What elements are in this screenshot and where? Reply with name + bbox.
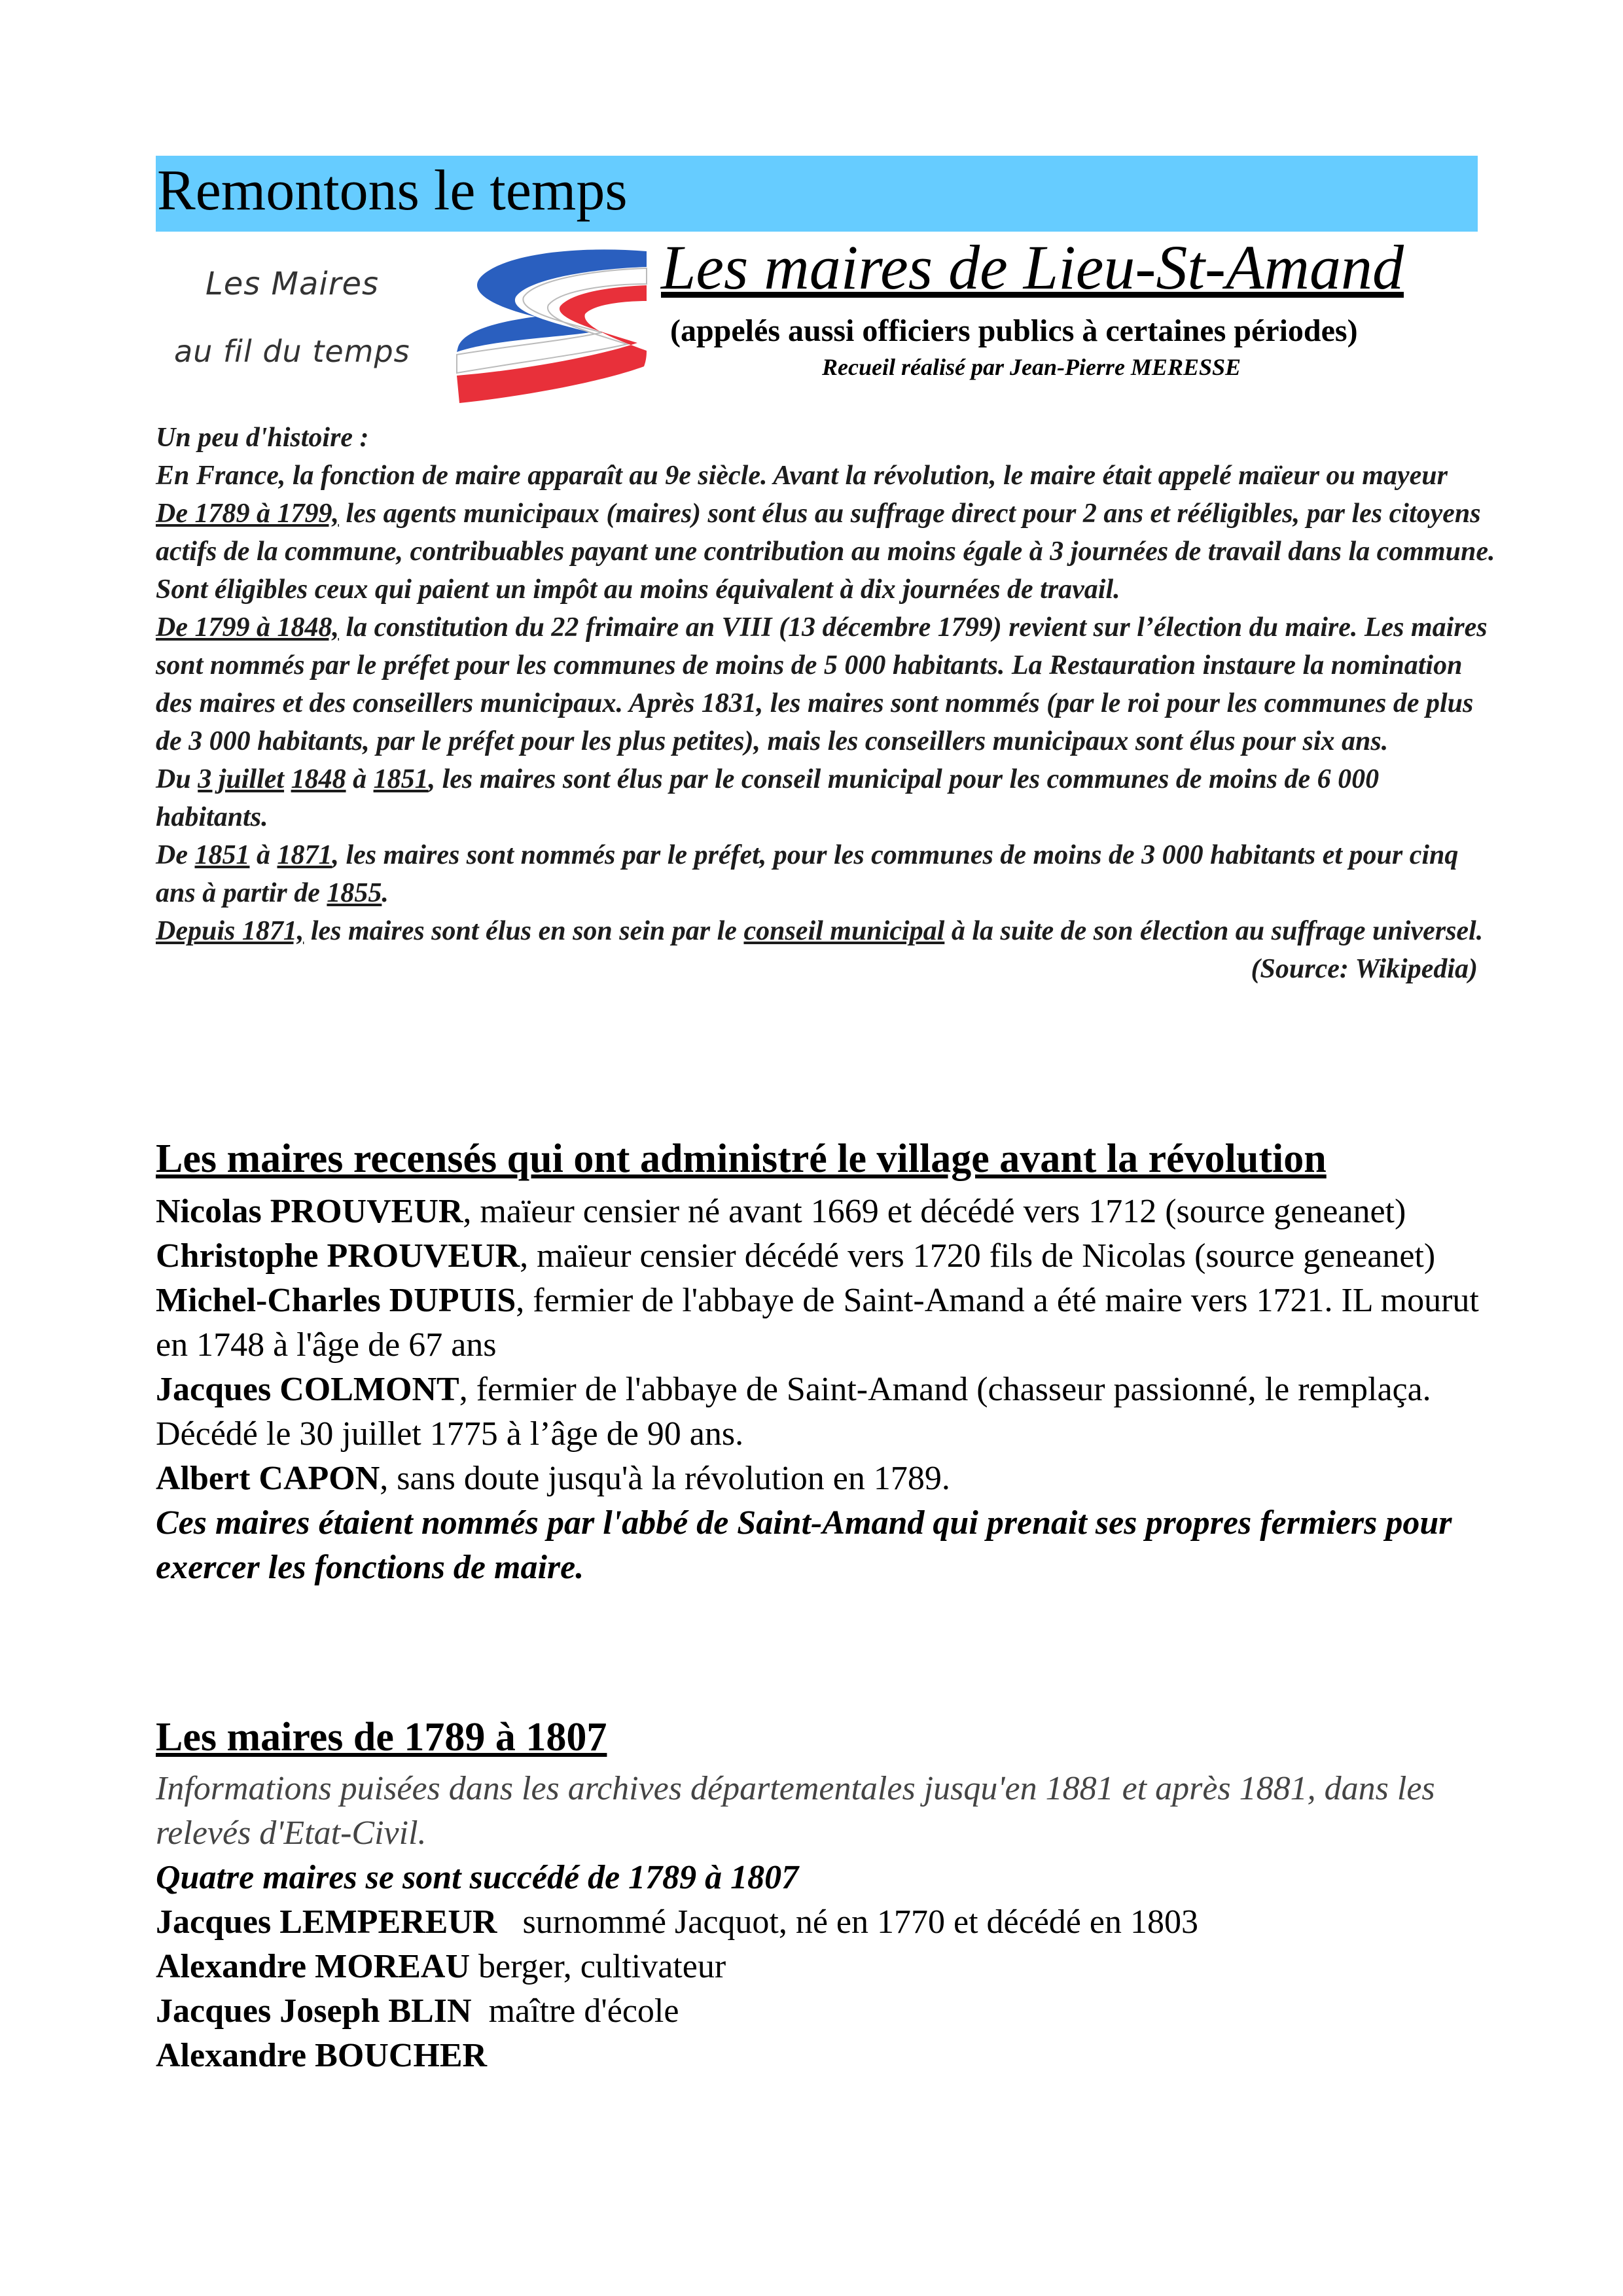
mayor-entry: Jacques LEMPEREUR surnommé Jacquot, né en 1770 et décédé en 1803 [156,1903,1198,1941]
history-paragraph: De 1799 à 1848, la constitution du 22 frimaire an VIII (13 décembre 1799) revient sur l’élection du maire. Les maires sont nommés par le préfet pour les communes de moins de 5 000 habitants. La Restauration instaure la nomination des maires et des conseillers municipaux. Après 1831, les maires sont nommés (par le roi pour les communes de plus de 3 000 habitants, par le préfet pour les plus petites), mais les conseillers municipaux sont élus pour six ans. [156,612,1488,756]
mayor-entry: Jacques Joseph BLIN maître d'école [156,1992,679,2030]
mayor-name: Jacques Joseph BLIN [156,1992,472,2030]
mayor-name: Jacques LEMPEREUR [156,1903,497,1941]
mayor-name: Jacques COLMONT [156,1371,459,1408]
mayor-entry: Christophe PROUVEUR, maïeur censier décédé vers 1720 fils de Nicolas (source geneanet) [156,1237,1436,1275]
closing-note: Ces maires étaient nommés par l'abbé de Saint-Amand qui prenait ses propres fermiers pour exercer les fonctions de maire. [156,1504,1452,1586]
history-paragraph: Du 3 juillet 1848 à 1851, les maires sont élus par le conseil municipal pour les communes de moins de 6 000 habitants. [156,764,1380,832]
logo-line-1: Les Maires [205,266,379,302]
source-note: (Source: Wikipedia) [1251,954,1478,984]
logo-text [168,256,436,387]
mayor-entry: Jacques COLMONT, fermier de l'abbaye de Saint-Amand (chasseur passionné, le remplaça. Décédé le 30 juillet 1775 à l’âge de 90 ans. [156,1371,1431,1453]
conseil-municipal-link[interactable]: conseil municipal [743,916,945,946]
mayor-entry: Michel-Charles DUPUIS, fermier de l'abbaye de Saint-Amand a été maire vers 1721. IL mourut en 1748 à l'âge de 67 ans [156,1282,1479,1364]
history-paragraph: De 1851 à 1871, les maires sont nommés par le préfet, pour les communes de moins de 3 000 habitants et pour cinq ans à partir de 1855. [156,840,1459,908]
period-label: De 1789 à 1799, [156,499,339,529]
mayor-entry: Alexandre MOREAU berger, cultivateur [156,1948,726,1985]
year-link[interactable]: 1851 [373,764,429,794]
history-intro: En France, la fonction de maire apparaît au 9e siècle. Avant la révolution, le maire était appelé maïeur ou mayeur [156,461,1448,491]
history-section [156,419,1497,988]
succession-note: Quatre maires se sont succédé de 1789 à 1807 [156,1859,799,1896]
year-link[interactable]: 1848 [291,764,346,794]
period-1789-1807-heading: Les maires de 1789 à 1807 [156,1715,607,1759]
history-paragraph: De 1789 à 1799, les agents municipaux (maires) sont élus au suffrage direct pour 2 ans et rééligibles, par les citoyens actifs de la commune, contribuables payant une contribution au moins égale à 3 journées de travail dans la commune. Sont éligibles ceux qui paient un impôt au moins équivalent à dix journées de travail. [156,499,1495,605]
logo-line-2: au fil du temps [174,334,410,369]
mayor-entry: Nicolas PROUVEUR, maïeur censier né avant 1669 et décédé vers 1712 (source geneanet) [156,1193,1406,1230]
archives-note: Informations puisées dans les archives départementales jusqu'en 1881 et après 1881, dans les relevés d'Etat-Civil. [156,1770,1435,1852]
mayor-name: Alexandre BOUCHER [156,2037,488,2074]
year-link[interactable]: 1855 [327,878,382,908]
mayor-name: Nicolas PROUVEUR [156,1193,463,1230]
page-title: Les maires de Lieu-St-Amand [661,232,1404,302]
period-1789-1807-list [156,1767,1484,2078]
mayor-entry: Albert CAPON, sans doute jusqu'à la révolution en 1789. [156,1460,950,1497]
page-subtitle: (appelés aussi officiers publics à certaines périodes) [670,313,1358,348]
before-revolution-list [156,1190,1484,1590]
mayor-name: Christophe PROUVEUR [156,1237,520,1275]
history-paragraph: Depuis 1871, les maires sont élus en son sein par le conseil municipal à la suite de son élection au suffrage universel. (Source: Wikipedia) [156,912,1497,950]
mayor-name: Alexandre MOREAU [156,1948,471,1985]
period-label: De 1799 à 1848, [156,612,339,643]
before-revolution-heading: Les maires recensés qui ont administré le village avant la révolution [156,1137,1327,1181]
date-link[interactable]: 3 juillet [198,764,285,794]
year-link[interactable]: 1851 [194,840,250,870]
mayor-name: Michel-Charles DUPUIS [156,1282,516,1319]
flag-ribbon-image [450,249,648,403]
banner-title: Remontons le temps [157,159,628,222]
year-link[interactable]: 1871 [277,840,332,870]
author-credit: Recueil réalisé par Jean-Pierre MERESSE [822,354,1241,380]
mayor-entry [156,2034,1484,2078]
history-heading: Un peu d'histoire : [156,423,369,453]
period-label: Depuis 1871, [156,916,304,946]
page-banner [156,156,1478,232]
mayor-name: Albert CAPON [156,1460,380,1497]
